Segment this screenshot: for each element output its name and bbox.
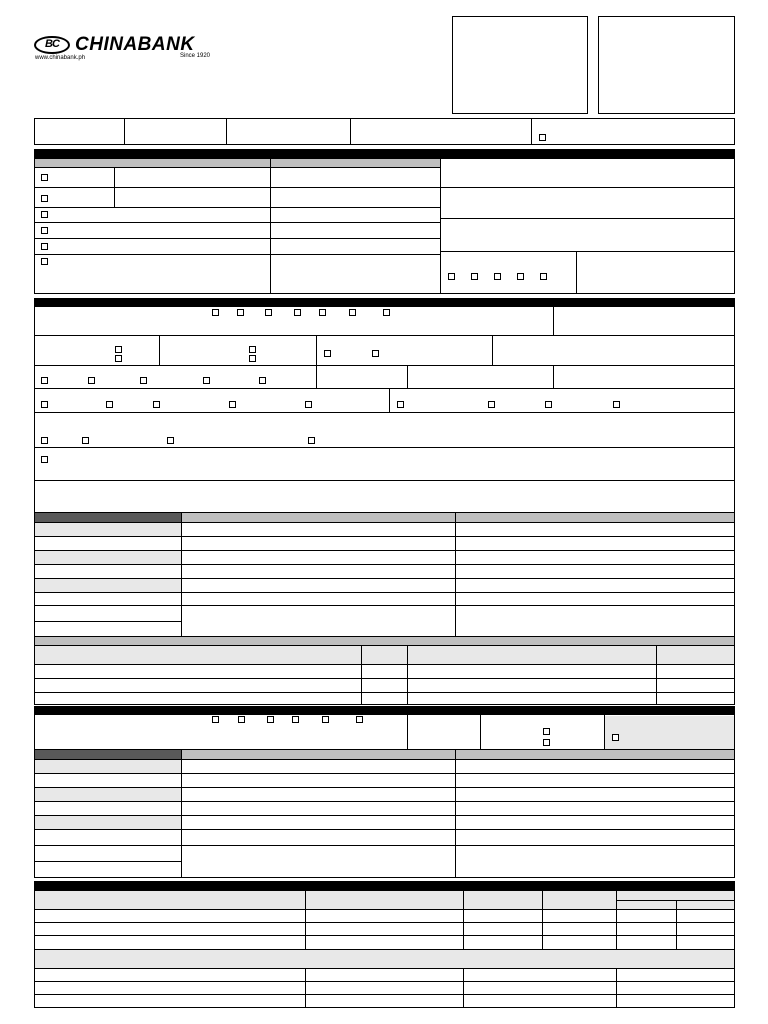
row-line xyxy=(34,787,735,788)
row-line xyxy=(34,621,181,622)
divider xyxy=(389,388,390,412)
checkbox[interactable] xyxy=(545,401,552,408)
row-line xyxy=(34,167,440,168)
row-line xyxy=(34,935,735,936)
divider xyxy=(656,645,657,705)
checkbox[interactable] xyxy=(265,309,272,316)
column-header-row xyxy=(35,646,734,664)
checkbox[interactable] xyxy=(229,401,236,408)
row-line xyxy=(34,592,735,593)
checkbox[interactable] xyxy=(448,273,455,280)
shaded-cell xyxy=(605,716,734,749)
divider xyxy=(159,335,160,365)
chinabank-logo xyxy=(34,34,224,64)
checkbox[interactable] xyxy=(237,309,244,316)
checkbox[interactable] xyxy=(41,437,48,444)
column-header-row xyxy=(35,950,734,968)
row-line xyxy=(34,605,735,606)
row-line xyxy=(34,536,735,537)
divider xyxy=(553,307,554,335)
photo-box-right[interactable] xyxy=(598,16,735,114)
divider xyxy=(440,159,441,293)
row-line xyxy=(34,578,735,579)
section-3-header-bar xyxy=(34,706,735,715)
divider xyxy=(531,118,532,145)
subtable-c-header xyxy=(181,750,734,759)
section-4-header-bar xyxy=(34,881,735,891)
divider xyxy=(407,645,408,705)
row-line xyxy=(34,909,735,910)
label-cell xyxy=(35,759,181,773)
checkbox[interactable] xyxy=(612,734,619,741)
row-line xyxy=(34,678,735,679)
checkbox[interactable] xyxy=(41,195,48,202)
checkbox[interactable] xyxy=(397,401,404,408)
checkbox[interactable] xyxy=(167,437,174,444)
row-line xyxy=(34,412,735,413)
divider xyxy=(226,118,227,145)
checkbox[interactable] xyxy=(41,401,48,408)
checkbox[interactable] xyxy=(471,273,478,280)
divider xyxy=(407,365,408,388)
row-line xyxy=(34,981,735,982)
checkbox[interactable] xyxy=(249,355,256,362)
checkbox[interactable] xyxy=(212,309,219,316)
row-line xyxy=(34,861,181,862)
divider xyxy=(181,750,182,878)
row-line xyxy=(34,829,735,830)
divider xyxy=(181,513,182,636)
label-cell xyxy=(35,787,181,801)
row-line xyxy=(34,968,735,969)
label-cell xyxy=(35,815,181,829)
label-cell xyxy=(35,522,181,536)
brand-website: www.chinabank.ph xyxy=(35,55,86,61)
checkbox[interactable] xyxy=(488,401,495,408)
checkbox[interactable] xyxy=(153,401,160,408)
row-line xyxy=(34,759,735,760)
checkbox[interactable] xyxy=(322,716,329,723)
divider xyxy=(361,645,362,705)
checkbox[interactable] xyxy=(613,401,620,408)
checkbox[interactable] xyxy=(249,346,256,353)
checkbox[interactable] xyxy=(324,350,331,357)
checkbox[interactable] xyxy=(88,377,95,384)
divider xyxy=(492,335,493,365)
row-line xyxy=(34,187,440,188)
section-1-header-bar xyxy=(34,149,735,159)
row-line xyxy=(34,254,440,255)
subtable-c-dark-header xyxy=(35,750,181,759)
checkbox[interactable] xyxy=(41,258,48,265)
row-line xyxy=(34,994,735,995)
checkbox[interactable] xyxy=(294,309,301,316)
label-cell xyxy=(35,550,181,564)
checkbox[interactable] xyxy=(41,174,48,181)
section-1-subheader xyxy=(35,159,440,167)
checkbox[interactable] xyxy=(212,716,219,723)
row-line xyxy=(34,207,440,208)
row-line xyxy=(34,522,735,523)
checkbox[interactable] xyxy=(308,437,315,444)
bc-logo-mark: BC xyxy=(34,36,70,54)
row-line xyxy=(34,335,735,336)
checkbox[interactable] xyxy=(543,739,550,746)
divider xyxy=(542,891,543,949)
checkbox[interactable] xyxy=(319,309,326,316)
row-line xyxy=(34,801,735,802)
checkbox[interactable] xyxy=(41,456,48,463)
divider xyxy=(480,715,481,749)
row-line xyxy=(440,187,735,188)
brand-name: CHINABANK xyxy=(75,34,195,55)
checkbox[interactable] xyxy=(383,309,390,316)
row-line xyxy=(34,564,735,565)
checkbox[interactable] xyxy=(292,716,299,723)
checkbox[interactable] xyxy=(372,350,379,357)
checkbox[interactable] xyxy=(259,377,266,384)
checkbox[interactable] xyxy=(494,273,501,280)
checkbox[interactable] xyxy=(539,134,546,141)
row-line xyxy=(34,692,735,693)
row-line xyxy=(34,550,735,551)
divider xyxy=(270,159,271,293)
row-line xyxy=(34,664,735,665)
subtable-a-dark-header xyxy=(35,513,181,522)
row-line xyxy=(440,218,735,219)
checkbox[interactable] xyxy=(517,273,524,280)
checkbox[interactable] xyxy=(543,728,550,735)
checkbox[interactable] xyxy=(82,437,89,444)
row-line xyxy=(34,365,735,366)
divider xyxy=(124,118,125,145)
checkbox[interactable] xyxy=(267,716,274,723)
row-line xyxy=(34,222,440,223)
checkbox[interactable] xyxy=(238,716,245,723)
subtable-a-header xyxy=(181,513,734,522)
checkbox[interactable] xyxy=(41,377,48,384)
divider xyxy=(407,715,408,749)
label-cell xyxy=(35,578,181,592)
checkbox[interactable] xyxy=(540,273,547,280)
row-line xyxy=(440,251,735,252)
checkbox[interactable] xyxy=(140,377,147,384)
checkbox[interactable] xyxy=(203,377,210,384)
row-line xyxy=(34,238,440,239)
divider xyxy=(316,335,317,388)
row-line xyxy=(34,447,735,448)
row-line xyxy=(34,845,735,846)
checkbox[interactable] xyxy=(115,355,122,362)
checkbox[interactable] xyxy=(41,227,48,234)
checkbox[interactable] xyxy=(349,309,356,316)
photo-box-left[interactable] xyxy=(452,16,588,114)
divider xyxy=(553,365,554,388)
row-line xyxy=(34,388,735,389)
checkbox[interactable] xyxy=(41,211,48,218)
row-line xyxy=(34,922,735,923)
checkbox[interactable] xyxy=(305,401,312,408)
divider xyxy=(455,750,456,878)
subtable-b-header xyxy=(35,637,734,645)
checkbox[interactable] xyxy=(41,243,48,250)
row-line xyxy=(34,815,735,816)
checkbox[interactable] xyxy=(115,346,122,353)
row-line xyxy=(34,773,735,774)
divider xyxy=(676,900,677,949)
row-line xyxy=(616,900,735,901)
checkbox[interactable] xyxy=(106,401,113,408)
row-line xyxy=(34,480,735,481)
brand-tagline: Since 1920 xyxy=(180,53,211,59)
checkbox[interactable] xyxy=(356,716,363,723)
divider xyxy=(350,118,351,145)
section-2-header-bar xyxy=(34,298,735,307)
divider xyxy=(455,513,456,636)
top-info-strip xyxy=(34,118,735,145)
divider xyxy=(576,251,577,293)
